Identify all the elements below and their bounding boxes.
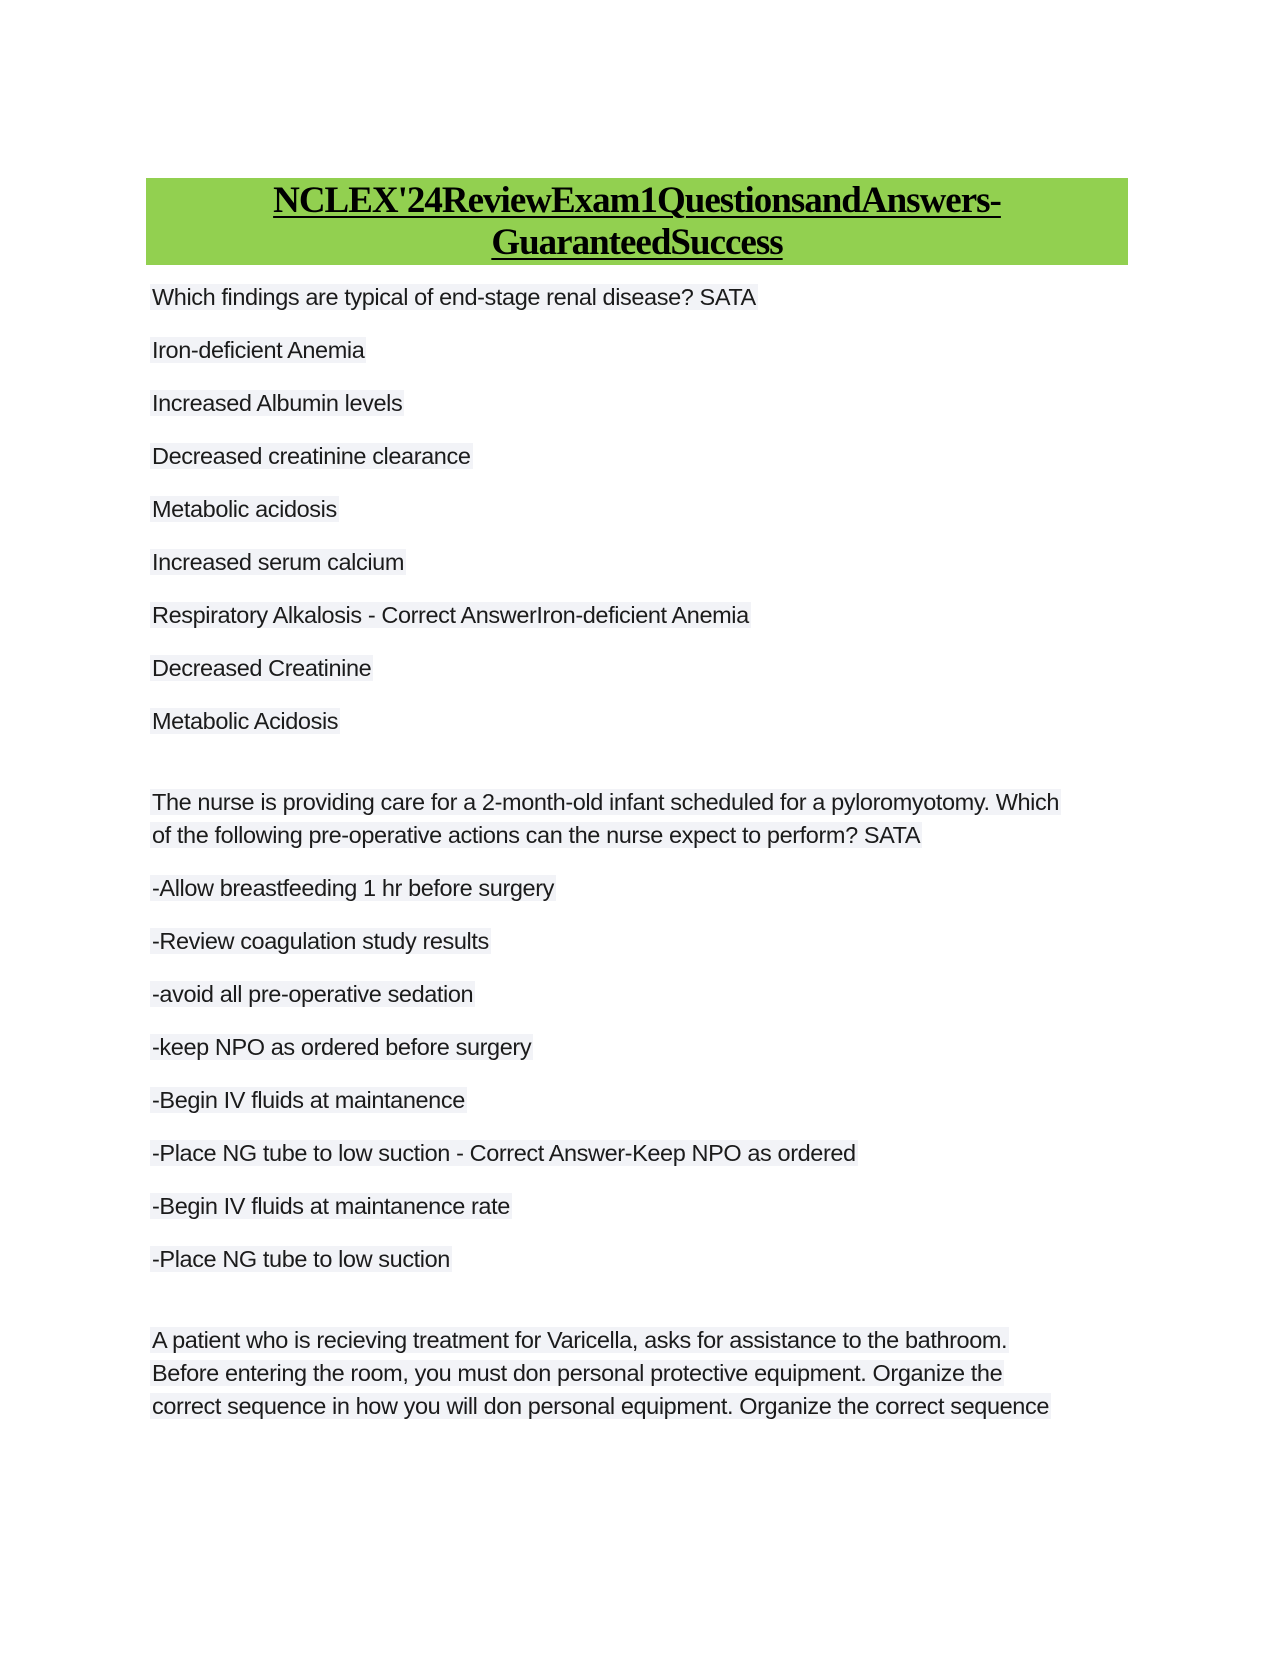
q1-option-4: Metabolic acidosis [152, 496, 337, 522]
q1-answer-3: Metabolic Acidosis [152, 708, 339, 734]
q1-option-6-answer: Respiratory Alkalosis - Correct AnswerIron-deficient Anemia [152, 602, 749, 628]
document-title-line-1: NCLEX'24ReviewExam1QuestionsandAnswers- [273, 180, 1001, 221]
q1-option-3: Decreased creatinine clearance [152, 443, 471, 469]
q2-option-4: -keep NPO as ordered before surgery [152, 1034, 532, 1060]
question-2-line-1: The nurse is providing care for a 2-month-old infant scheduled for a pyloromyotomy. Which [152, 789, 1060, 815]
q2-answer-3: -Place NG tube to low suction [152, 1246, 450, 1272]
q2-option-3: -avoid all pre-operative sedation [152, 981, 474, 1007]
q2-answer-2: -Begin IV fluids at maintanence rate [152, 1193, 510, 1219]
q1-answer-2: Decreased Creatinine [152, 655, 372, 681]
question-3-line-1: A patient who is recieving treatment for Varicella, asks for assistance to the bathroom. [152, 1327, 1008, 1353]
question-1: Which findings are typical of end-stage renal disease? SATA [152, 284, 756, 310]
q2-option-5: -Begin IV fluids at maintanence [152, 1087, 465, 1113]
q1-option-5: Increased serum calcium [152, 549, 405, 575]
q2-option-6-answer: -Place NG tube to low suction - Correct Answer-Keep NPO as ordered [152, 1140, 856, 1166]
question-2-line-2: of the following pre-operative actions can the nurse expect to perform? SATA [152, 822, 921, 848]
q1-option-1: Iron-deficient Anemia [152, 337, 365, 363]
question-3-line-3: correct sequence in how you will don personal equipment. Organize the correct sequence [152, 1393, 1049, 1419]
question-3-line-2: Before entering the room, you must don personal protective equipment. Organize the [152, 1360, 1003, 1386]
document-title-banner [146, 178, 1128, 265]
q1-option-2: Increased Albumin levels [152, 390, 403, 416]
q2-option-2: -Review coagulation study results [152, 928, 489, 954]
q2-option-1: -Allow breastfeeding 1 hr before surgery [152, 875, 554, 901]
document-title-line-2: GuaranteedSuccess [491, 222, 783, 263]
